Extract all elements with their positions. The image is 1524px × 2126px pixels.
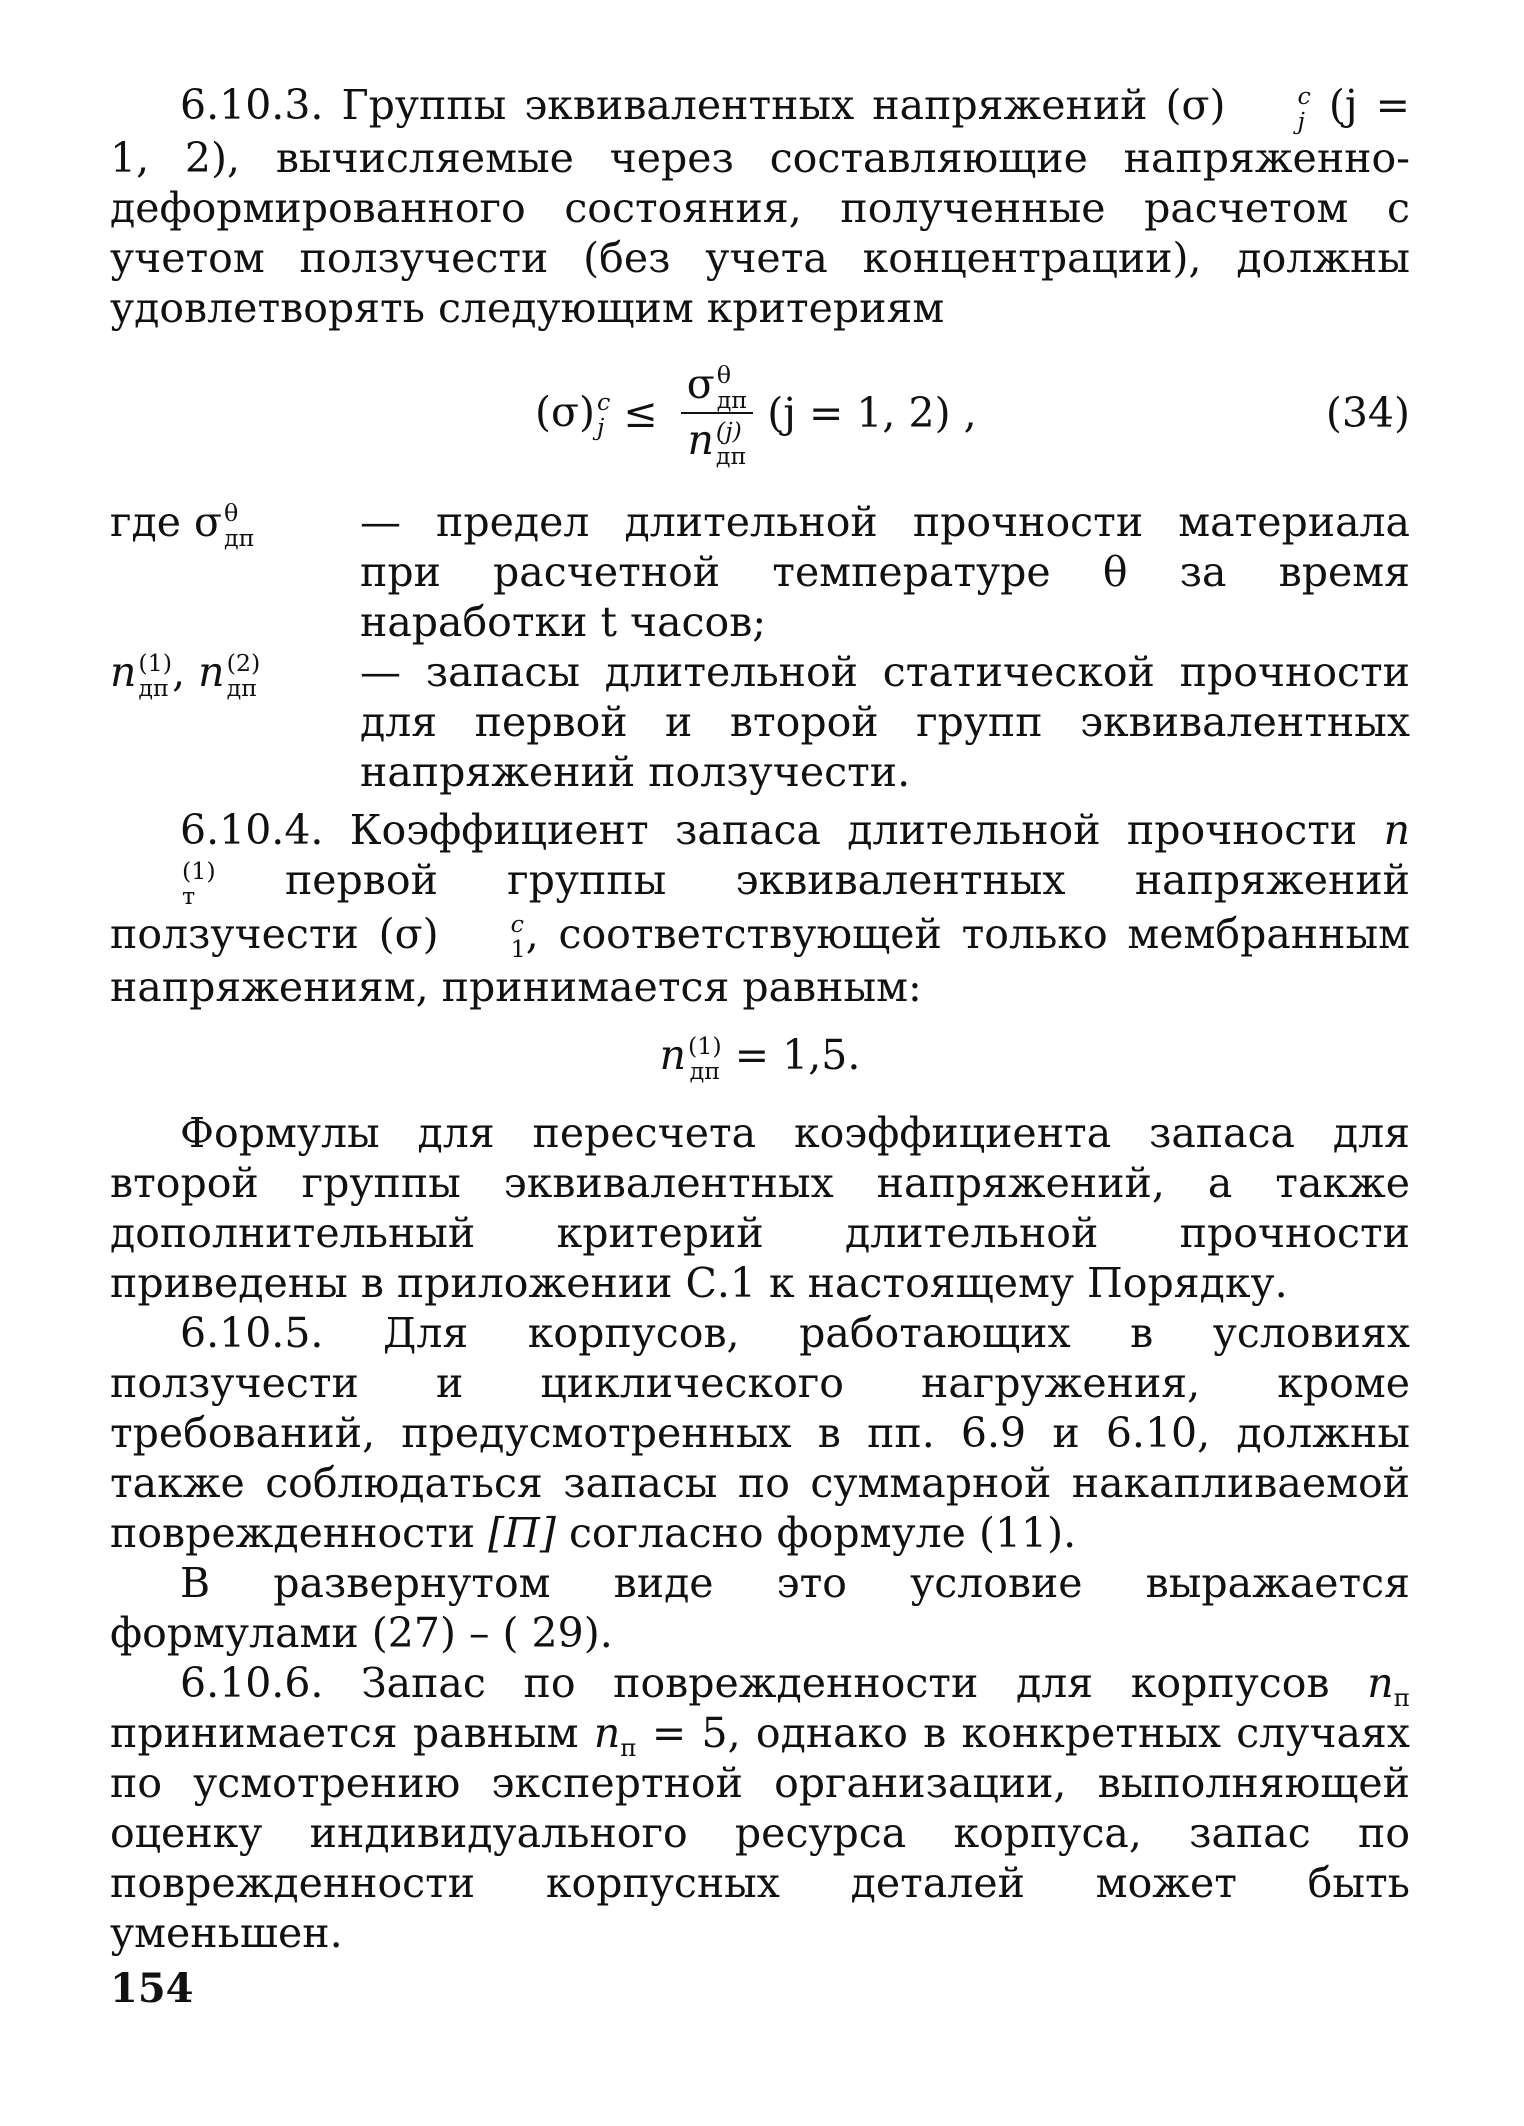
fraction-numerator: σ θ дп	[681, 358, 753, 414]
paragraph-6-10-3	[110, 80, 1410, 333]
symbol: n	[1367, 1658, 1394, 1707]
text: принимается равным	[110, 1708, 594, 1757]
symbol: (σ) c j	[1165, 81, 1311, 135]
paragraph-6-10-6: 6.10.6. Запас по поврежденности для корпусов $n_п$ принимается равным $n_п = 5$, однако в конкретных случаях по усмотрению экспертной организации, выполняющей оценку индивидуального ресурса корпуса, запас по поврежденности корпусных деталей может быть уменьшен.	[110, 1658, 1410, 1957]
text: 6.10.3. Группы эквивалентных напряжений	[180, 81, 1166, 129]
symbol: n	[593, 1708, 621, 1757]
page-body	[110, 80, 1410, 1958]
definition-text: — предел длительной прочности материала при расчетной температуре θ за время наработки t часов;	[360, 498, 1410, 647]
equation-n1: n (1) дп = 1,5.	[659, 1031, 861, 1085]
text: 6.10.5. Для корпусов, работающих в условиях ползучести и циклического нагружения, кроме требований, предусмотренных в пп. 6.9 и 6.10, должны также соблюдаться запасы по суммарной накапливаемой поврежденности	[110, 1308, 1410, 1557]
formula-34-body	[535, 343, 977, 483]
paragraph-6-10-5	[110, 1308, 1410, 1558]
formula-34	[110, 343, 1410, 483]
definition-symbol: где σ θ дп	[110, 498, 255, 552]
definition-item	[110, 497, 1410, 647]
definitions-list	[110, 497, 1410, 797]
formula-fraction	[681, 358, 753, 469]
paragraph-formulas: Формулы для пересчета коэффициента запаса для второй группы эквивалентных напряжений, а также дополнительный критерий длительной прочности приведены в приложении С.1 к настоящему Порядку.	[110, 1108, 1410, 1307]
formula-condition: (j = 1, 2) ,	[767, 389, 977, 438]
definition-text: — запасы длительной статической прочности для первой и второй групп эквивалентных напряжений ползучести.	[360, 648, 1410, 797]
page-number: 154	[110, 1965, 194, 2012]
text: вычисляемые через составляющие напряженно-деформированного состояния, полученные расчетом с учетом ползучести (без учета концентрации), должны удовлетворять следующим критериям	[110, 134, 1411, 333]
text: 6.10.4. Коэффициент запаса длительной прочности	[180, 806, 1384, 855]
symbol: n (1) т	[182, 806, 1410, 910]
paragraph-6-10-4	[110, 805, 1410, 1012]
paragraph-expanded: В развернутом виде это условие выражается формулами (27) – ( 29).	[110, 1558, 1410, 1657]
condition: (j = 1, 2),	[110, 81, 1410, 183]
formula-relation: ≤	[610, 389, 671, 438]
text: согласно формуле (11).	[555, 1508, 1077, 1557]
text: первой группы эквивалентных напряжений ползучести	[110, 856, 1410, 958]
definition-item	[110, 647, 1410, 797]
definition-symbol: n (1) дп , n (2) дп	[110, 648, 261, 702]
text: , соответствующей только мембранным напряжениям, принимается равным:	[110, 909, 1410, 1012]
formula-lhs: (σ) c j	[535, 387, 611, 442]
text: 6.10.6. Запас по поврежденности для корпусов	[180, 1658, 1368, 1707]
symbol: (σ) c 1	[378, 909, 526, 964]
fraction-denominator: n (j) дп	[687, 416, 747, 470]
equation-number: (34)	[1325, 389, 1410, 438]
text: , однако в конкретных случаях по усмотрению экспертной организации, выполняющей оценку индивидуального ресурса корпуса, запас по поврежденности корпусных деталей может быть уменьшен.	[110, 1708, 1410, 1957]
symbol: [П]	[488, 1508, 556, 1557]
